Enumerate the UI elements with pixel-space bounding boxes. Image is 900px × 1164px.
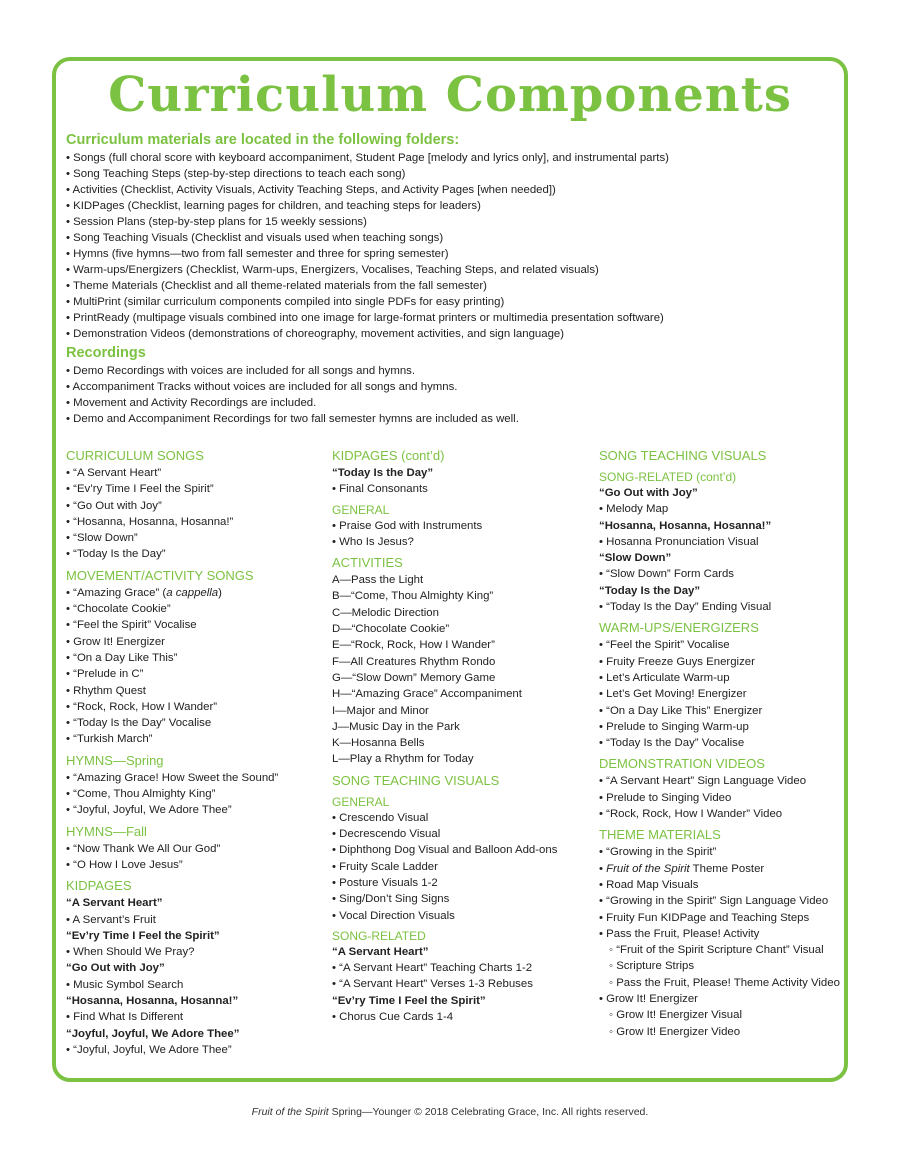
- list-item: H—“Amazing Grace” Accompaniment: [332, 688, 522, 701]
- list-item: K—Hosanna Bells: [332, 737, 425, 750]
- section-heading: CURRICULUM SONGS: [66, 448, 204, 463]
- song-title: “Slow Down”: [599, 552, 672, 565]
- list-item: • “Prelude in C”: [66, 668, 144, 681]
- column-2: [332, 447, 590, 1025]
- list-item: • “A Servant Heart” Sign Language Video: [599, 775, 807, 788]
- list-item: • Grow It! Energizer: [599, 993, 698, 1006]
- section-heading: ACTIVITIES: [332, 555, 403, 571]
- list-item: • Theme Materials (Checklist and all theme-related materials from the fall semester): [66, 280, 487, 292]
- list-item: • Rhythm Quest: [66, 684, 146, 697]
- list-item: • Sing/Don’t Sing Signs: [332, 893, 450, 906]
- list-item: • “Today Is the Day”: [66, 548, 166, 561]
- list-item: • “Today Is the Day” Ending Visual: [599, 601, 772, 614]
- list-item: • “Chocolate Cookie”: [66, 603, 171, 616]
- list-item: • Hosanna Pronunciation Visual: [599, 535, 759, 548]
- list-item: • “Slow Down” Form Cards: [599, 568, 735, 581]
- list-item: • Music Symbol Search: [66, 978, 184, 991]
- list-item: • Fruity Scale Ladder: [332, 860, 438, 873]
- list-item: • “Hosanna, Hosanna, Hosanna!”: [66, 515, 234, 528]
- list-item: • “A Servant Heart” Teaching Charts 1-2: [332, 962, 533, 975]
- list-item: • “Joyful, Joyful, We Adore Thee”: [66, 1043, 232, 1056]
- list-item: • Crescendo Visual: [332, 811, 429, 824]
- list-item: • Song Teaching Steps (step-by-step directions to teach each song): [66, 168, 406, 180]
- list-item: • Chorus Cue Cards 1-4: [332, 1011, 454, 1024]
- list-item: • Warm-ups/Energizers (Checklist, Warm-ups, Energizers, Vocalises, Teaching Steps, and related visuals): [66, 264, 599, 276]
- list-item: • “Go Out with Joy”: [66, 499, 162, 512]
- list-item: • “Come, Thou Almighty King”: [66, 788, 216, 801]
- section-heading: HYMNS—Spring: [66, 752, 164, 768]
- sub-list-item: ◦ Grow It! Energizer Video: [609, 1025, 741, 1038]
- list-item: • Songs (full choral score with keyboard accompaniment, Student Page [melody and lyrics only], and instrumental parts): [66, 152, 669, 164]
- list-item: • “Now Thank We All Our God”: [66, 842, 221, 855]
- list-item: B—“Come, Thou Almighty King”: [332, 590, 494, 603]
- list-item: • Who Is Jesus?: [332, 535, 414, 548]
- column-1: [66, 447, 312, 1058]
- list-item: • “Rock, Rock, How I Wander”: [66, 700, 218, 713]
- list-item: • “Amazing Grace” (a cappella): [66, 586, 222, 599]
- list-item: • Accompaniment Tracks without voices are included for all songs and hymns.: [66, 381, 458, 393]
- section-heading: HYMNS—Fall: [66, 823, 147, 839]
- sub-list-item: ◦ Grow It! Energizer Visual: [609, 1009, 742, 1022]
- subsection-heading: SONG-RELATED (cont’d): [599, 470, 737, 484]
- recordings-heading: Recordings: [66, 345, 146, 361]
- song-title: “A Servant Heart”: [66, 897, 163, 910]
- list-item: • A Servant’s Fruit: [66, 913, 156, 926]
- list-item: • “Today Is the Day” Vocalise: [66, 717, 212, 730]
- list-item: I—Major and Minor: [332, 704, 429, 717]
- sub-list-item: ◦ “Fruit of the Spirit Scripture Chant” Visual: [609, 944, 824, 957]
- list-item: • Demonstration Videos (demonstrations of choreography, movement activities, and sign language): [66, 328, 565, 340]
- list-item: • Find What Is Different: [66, 1011, 184, 1024]
- list-item: • Final Consonants: [332, 483, 428, 496]
- list-item: • Fruit of the Spirit Theme Poster: [599, 862, 765, 875]
- list-item: • “Ev’ry Time I Feel the Spirit”: [66, 483, 214, 496]
- list-item: • “Feel the Spirit” Vocalise: [599, 639, 730, 652]
- list-item: • Praise God with Instruments: [332, 519, 483, 532]
- section-heading: DEMONSTRATION VIDEOS: [599, 756, 765, 772]
- song-title: “Today Is the Day”: [332, 467, 434, 479]
- list-item: • “Today Is the Day” Vocalise: [599, 737, 745, 750]
- list-item: • “Slow Down”: [66, 532, 138, 545]
- list-item: • Demo Recordings with voices are included for all songs and hymns.: [66, 365, 416, 377]
- song-title: “A Servant Heart”: [332, 945, 429, 958]
- list-item: • Prelude to Singing Warm-up: [599, 720, 749, 733]
- section-heading: KIDPAGES: [66, 878, 132, 894]
- list-item: • “A Servant Heart” Verses 1-3 Rebuses: [332, 978, 533, 991]
- list-item: • Hymns (five hymns—two from fall semester and three for spring semester): [66, 248, 449, 260]
- list-item: • Fruity Freeze Guys Energizer: [599, 655, 755, 668]
- list-item: • “On a Day Like This”: [66, 651, 178, 664]
- list-item: G—“Slow Down” Memory Game: [332, 671, 496, 684]
- song-title: “Hosanna, Hosanna, Hosanna!”: [599, 519, 772, 532]
- column-3: [599, 447, 843, 1040]
- list-item: • “A Servant Heart”: [66, 467, 162, 479]
- list-item: • PrintReady (multipage visuals combined into one image for large-format printers or multimedia presentation software): [66, 312, 664, 324]
- song-title: “Go Out with Joy”: [599, 487, 698, 499]
- sub-list-item: ◦ Scripture Strips: [609, 960, 695, 973]
- subsection-heading: SONG-RELATED: [332, 928, 426, 943]
- sub-list-item: ◦ Pass the Fruit, Please! Theme Activity Video: [609, 976, 840, 989]
- list-item: • Road Map Visuals: [599, 878, 699, 891]
- subsection-heading: GENERAL: [332, 794, 390, 809]
- list-item: • Pass the Fruit, Please! Activity: [599, 927, 760, 940]
- list-item: L—Play a Rhythm for Today: [332, 753, 474, 766]
- footer-copyright: Fruit of the Spirit Spring—Younger © 2018 Celebrating Grace, Inc. All rights reserved.: [251, 1106, 649, 1118]
- list-item: • Demo and Accompaniment Recordings for two fall semester hymns are included as well.: [66, 413, 519, 425]
- list-item: • Song Teaching Visuals (Checklist and visuals used when teaching songs): [66, 232, 444, 244]
- song-title: “Go Out with Joy”: [66, 962, 165, 975]
- section-heading: SONG TEACHING VISUALS: [599, 448, 767, 463]
- list-item: • Grow It! Energizer: [66, 635, 165, 648]
- list-item: • Prelude to Singing Video: [599, 791, 732, 804]
- list-item: J—Music Day in the Park: [332, 720, 460, 733]
- list-item: • Diphthong Dog Visual and Balloon Add-ons: [332, 844, 558, 857]
- list-item: • “Amazing Grace! How Sweet the Sound”: [66, 771, 279, 784]
- list-item: C—Melodic Direction: [332, 606, 439, 619]
- subsection-heading: GENERAL: [332, 502, 390, 517]
- song-title: “Today Is the Day”: [599, 584, 701, 597]
- page-title: Curriculum Components: [108, 67, 792, 123]
- list-item: • Let’s Articulate Warm-up: [599, 671, 730, 684]
- list-item: • “Turkish March”: [66, 733, 153, 746]
- list-item: F—All Creatures Rhythm Rondo: [332, 655, 496, 668]
- recordings-list: [66, 363, 836, 427]
- song-title: “Ev’ry Time I Feel the Spirit”: [66, 929, 220, 942]
- list-item: • Activities (Checklist, Activity Visuals, Activity Teaching Steps, and Activity Pages [when needed]): [66, 184, 556, 196]
- list-item: D—“Chocolate Cookie”: [332, 623, 450, 636]
- list-item: • MultiPrint (similar curriculum components compiled into single PDFs for easy printing): [66, 296, 505, 308]
- song-title: “Ev’ry Time I Feel the Spirit”: [332, 994, 486, 1007]
- list-item: • KIDPages (Checklist, learning pages for children, and teaching steps for leaders): [66, 200, 481, 212]
- section-heading: THEME MATERIALS: [599, 827, 721, 843]
- section-heading: KIDPAGES (cont’d): [332, 448, 445, 463]
- section-heading: SONG TEACHING VISUALS: [332, 772, 500, 788]
- list-item: • “Feel the Spirit” Vocalise: [66, 619, 197, 632]
- list-item: • “O How I Love Jesus”: [66, 858, 183, 871]
- list-item: • “On a Day Like This” Energizer: [599, 704, 763, 717]
- list-item: • Let’s Get Moving! Energizer: [599, 688, 747, 701]
- list-item: • Vocal Direction Visuals: [332, 909, 455, 922]
- top-section: [66, 131, 836, 427]
- list-item: • “Growing in the Spirit”: [599, 846, 717, 859]
- folders-list: [66, 150, 836, 342]
- list-item: • “Rock, Rock, How I Wander” Video: [599, 808, 783, 821]
- section-heading: MOVEMENT/ACTIVITY SONGS: [66, 567, 254, 583]
- list-item: • When Should We Pray?: [66, 946, 195, 959]
- list-item: • “Joyful, Joyful, We Adore Thee”: [66, 804, 232, 817]
- song-title: “Joyful, Joyful, We Adore Thee”: [66, 1027, 240, 1040]
- list-item: • Posture Visuals 1-2: [332, 876, 438, 889]
- folders-heading: Curriculum materials are located in the following folders:: [66, 132, 460, 148]
- list-item: • Melody Map: [599, 503, 669, 516]
- list-item: E—“Rock, Rock, How I Wander”: [332, 639, 495, 652]
- list-item: • Session Plans (step-by-step plans for 15 weekly sessions): [66, 216, 367, 228]
- list-item: • Decrescendo Visual: [332, 828, 441, 841]
- list-item: • Fruity Fun KIDPage and Teaching Steps: [599, 911, 810, 924]
- list-item: • “Growing in the Spirit” Sign Language Video: [599, 895, 829, 908]
- list-item: • Movement and Activity Recordings are included.: [66, 397, 317, 409]
- list-item: A—Pass the Light: [332, 574, 424, 587]
- section-heading: WARM-UPS/ENERGIZERS: [599, 620, 759, 636]
- song-title: “Hosanna, Hosanna, Hosanna!”: [66, 995, 239, 1008]
